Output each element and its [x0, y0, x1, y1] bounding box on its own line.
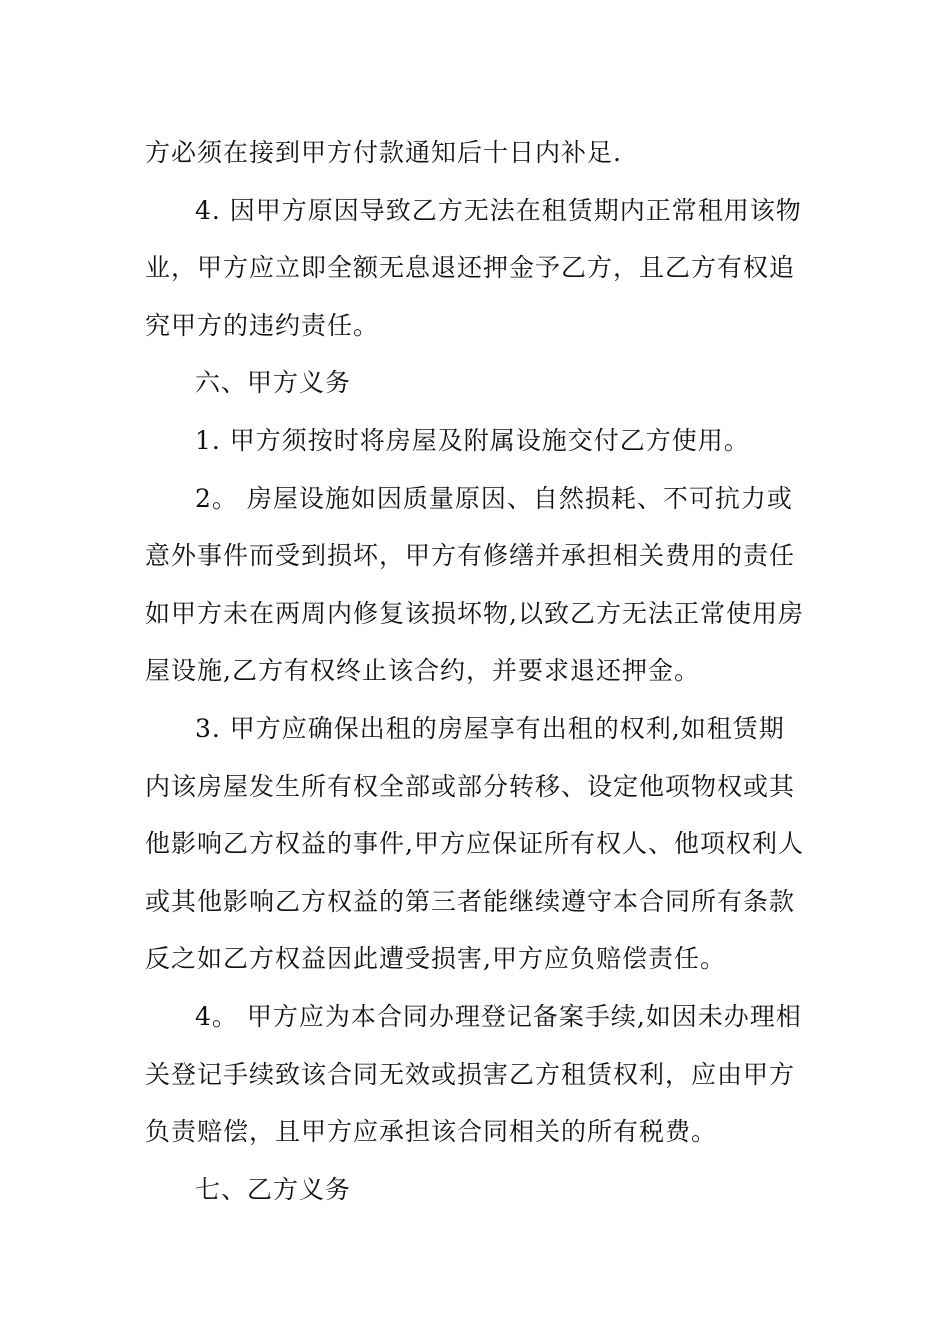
text-line: 2。 房屋设施如因质量原因、自然损耗、不可抗力或 [195, 483, 793, 513]
text-line: 3. 甲方应确保出租的房屋享有出租的权利,如租赁期 [195, 713, 785, 743]
text-line: 方必须在接到甲方付款通知后十日内补足. [145, 138, 622, 167]
text-line: 1. 甲方须按时将房屋及附属设施交付乙方使用。 [195, 425, 750, 455]
text-line: 或其他影响乙方权益的第三者能继续遵守本合同所有条款 [145, 886, 796, 916]
text-line: 内该房屋发生所有权全部或部分转移、设定他项物权或其 [145, 771, 796, 801]
text-line: 他影响乙方权益的事件,甲方应保证所有权人、他项权利人 [145, 829, 804, 859]
text-line: 屋设施,乙方有权终止该合约，并要求退还押金。 [145, 656, 700, 686]
text-line: 负责赔偿，且甲方应承担该合同相关的所有税费。 [145, 1117, 718, 1147]
section-heading: 六、甲方义务 [195, 368, 352, 398]
text-line: 意外事件而受到损坏，甲方有修缮并承担相关费用的责任 [145, 541, 796, 571]
text-line: 如甲方未在两周内修复该损坏物,以致乙方无法正常使用房 [145, 598, 804, 628]
text-line: 4。 甲方应为本合同办理登记备案手续,如因未办理相 [195, 1001, 802, 1031]
text-line: 究甲方的违约责任。 [145, 310, 380, 340]
text-line: 业，甲方应立即全额无息退还押金予乙方，且乙方有权追 [145, 253, 796, 283]
text-line: 关登记手续致该合同无效或损害乙方租赁权利，应由甲方 [145, 1059, 796, 1089]
text-line: 反之如乙方权益因此遭受损害,甲方应负赔偿责任。 [145, 944, 726, 974]
text-line: 4. 因甲方原因导致乙方无法在租赁期内正常租用该物 [195, 195, 802, 225]
section-heading: 七、乙方义务 [195, 1174, 352, 1204]
contract-text-block [145, 124, 810, 1218]
